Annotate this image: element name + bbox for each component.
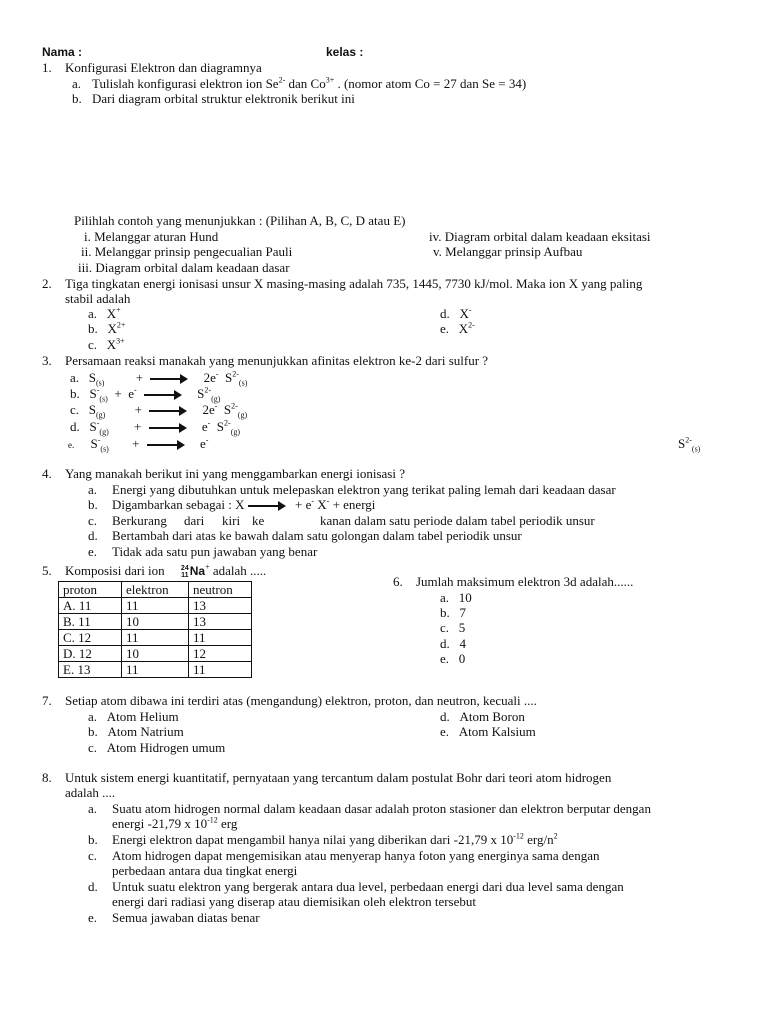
- table-row: [59, 646, 252, 662]
- q6-opt-e: e. 0: [440, 651, 466, 666]
- q4-text: Yang manakah berikut ini yang menggambarkan energi ionisasi ?: [65, 466, 405, 481]
- reaction-arrow: [147, 444, 183, 446]
- q1-number: 1.: [42, 60, 52, 75]
- table-cell: B. 11: [59, 614, 122, 630]
- q3-eq-b: b. $S^-_{(s)} + e^-$ $S^{2-}_{(g)}$: [70, 385, 221, 404]
- table-cell: 12: [189, 646, 252, 662]
- q1-b-label: b.: [72, 91, 82, 106]
- q8-number: 8.: [42, 770, 52, 785]
- q2-line1: Tiga tingkatan energi ionisasi unsur X masing-masing adalah 735, 1445, 7730 kJ/mol. Maka ion X yang paling: [65, 276, 643, 291]
- q8-b-label: b.: [88, 832, 98, 847]
- q1-instruction: Pilihlah contoh yang menunjukkan : (Pilihan A, B, C, D atau E): [74, 213, 406, 228]
- q4-d-text: Bertambah dari atas ke bawah dalam satu golongan dalam tabel periodik unsur: [112, 528, 522, 543]
- table-cell: D. 12: [59, 646, 122, 662]
- table-cell: E. 13: [59, 662, 122, 678]
- q8-e-label: e.: [88, 910, 98, 925]
- q8-c-label: c.: [88, 848, 98, 863]
- q1-title: Konfigurasi Elektron dan diagramnya: [65, 60, 262, 75]
- q3-eq-e-product: $S^{2-}_{(s)}$: [678, 435, 701, 454]
- composition-table: [58, 581, 252, 678]
- table-cell: 11: [189, 662, 252, 678]
- q3-text: Persamaan reaksi manakah yang menunjukkan afinitas elektron ke-2 dari sulfur ?: [65, 353, 489, 368]
- q8-e-text: Semua jawaban diatas benar: [112, 910, 260, 925]
- reaction-arrow: [150, 378, 186, 380]
- q4-c-text-2: dari: [184, 513, 205, 528]
- q4-e-label: e.: [88, 544, 98, 559]
- table-cell: C. 12: [59, 630, 122, 646]
- q1-opt-i: i. Melanggar aturan Hund: [84, 229, 219, 244]
- table-header: elektron: [122, 582, 189, 598]
- q8-d-line2: energi dari radiasi yang diserap atau diemisikan oleh elektron tersebut: [112, 894, 476, 909]
- q4-b-text: Digambarkan sebagai : X + e- X- + energi: [112, 496, 376, 512]
- q4-e-text: Tidak ada satu pun jawaban yang benar: [112, 544, 318, 559]
- reaction-arrow: [149, 427, 185, 429]
- q7-opt-c: c. Atom Hidrogen umum: [88, 740, 226, 755]
- q8-d-line1: Untuk suatu elektron yang bergerak antara dua level, perbedaan energi dari dua level sama dengan: [112, 879, 624, 894]
- q3-eq-d: d. $S^-_{(g)} + e^-$ $S^{2-}_{(g)}$: [70, 418, 241, 437]
- q3-eq-e: e. $S^-_{(s)} + e^-$: [68, 435, 209, 454]
- q1-opt-iii: iii. Diagram orbital dalam keadaan dasar: [78, 260, 290, 275]
- q4-d-label: d.: [88, 528, 98, 543]
- q4-b-label: b.: [88, 497, 98, 512]
- q1-opt-ii: ii. Melanggar prinsip pengecualian Pauli: [81, 244, 293, 259]
- q2-number: 2.: [42, 276, 52, 291]
- table-row: [59, 614, 252, 630]
- q2-opt-c: c. $X^{3+}$: [88, 336, 125, 352]
- q4-a-label: a.: [88, 482, 98, 497]
- q4-c-label: c.: [88, 513, 98, 528]
- q6-opt-c: c. 5: [440, 620, 466, 635]
- reaction-arrow: [149, 410, 185, 412]
- table-cell: 10: [122, 646, 189, 662]
- table-header-row: [59, 582, 252, 598]
- table-cell: 13: [189, 598, 252, 614]
- q8-line1: Untuk sistem energi kuantitatif, pernyataan yang tercantum dalam postulat Bohr dari teori atom hidrogen: [65, 770, 612, 785]
- q2-line2: stabil adalah: [65, 291, 131, 306]
- q1-opt-iv: iv. Diagram orbital dalam keadaan eksitasi: [429, 229, 651, 244]
- q5-number: 5.: [42, 563, 52, 578]
- q7-opt-e: e. Atom Kalsium: [440, 724, 536, 739]
- q8-b-text: Energi elektron dapat mengambil hanya nilai yang diberikan dari -21,79 x $10^{-12}$ erg/$n^2$: [112, 831, 558, 847]
- q8-a-label: a.: [88, 801, 98, 816]
- q7-opt-b: b. Atom Natrium: [88, 724, 184, 739]
- q6-opt-a: a. 10: [440, 590, 472, 605]
- q3-eq-c: c. $S_{(g)} + 2e^-$ $S^{2-}_{(g)}$: [70, 401, 248, 420]
- table-cell: 10: [122, 614, 189, 630]
- q1-a-label: a.: [72, 76, 82, 91]
- table-cell: 11: [122, 630, 189, 646]
- table-cell: 11: [122, 598, 189, 614]
- q6-opt-b: b. 7: [440, 605, 466, 620]
- kelas-label: kelas :: [326, 45, 364, 59]
- q2-opt-d: d. X-: [440, 305, 472, 321]
- q3-number: 3.: [42, 353, 52, 368]
- q4-c-text-1: Berkurang: [112, 513, 167, 528]
- q3-eq-a: a. $S_{(s)} + 2e^-$ $S^{2-}_{(s)}$: [70, 369, 248, 388]
- q4-c-text-4: ke: [252, 513, 265, 528]
- q4-c-text-5: kanan dalam satu periode dalam tabel periodik unsur: [320, 513, 595, 528]
- q1-opt-v: v. Melanggar prinsip Aufbau: [433, 244, 583, 259]
- q2-opt-a: a. X+: [88, 305, 121, 321]
- q8-c-line1: Atom hidrogen dapat mengemisikan atau menyerap hanya foton yang energinya sama dengan: [112, 848, 600, 863]
- table-cell: A. 11: [59, 598, 122, 614]
- q4-c-text-3: kiri: [222, 513, 241, 528]
- reaction-arrow: [144, 394, 180, 396]
- q4-a-text: Energi yang dibutuhkan untuk melepaskan elektron yang terikat paling lemah dari keadaan dasar: [112, 482, 616, 497]
- q8-a-line1: Suatu atom hidrogen normal dalam keadaan dasar adalah proton stasioner dan elektron berputar dengan: [112, 801, 651, 816]
- q7-number: 7.: [42, 693, 52, 708]
- q8-a-line2: energi -21,79 x $10^{-12}$ erg: [112, 815, 238, 831]
- q6-text: Jumlah maksimum elektron 3d adalah......: [416, 574, 634, 589]
- table-cell: 11: [122, 662, 189, 678]
- nuclide-notation: 24 11: [180, 565, 189, 580]
- q8-c-line2: perbedaan antara dua tingkat energi: [112, 863, 298, 878]
- table-row: [59, 598, 252, 614]
- table-header: proton: [59, 582, 122, 598]
- q5-text: Komposisi dari ion 24 11Na+ adalah .....: [65, 562, 267, 580]
- table-row: [59, 662, 252, 678]
- table-row: [59, 630, 252, 646]
- reaction-arrow: [248, 505, 284, 507]
- q1-a-text: Tulislah konfigurasi elektron ion $Se^{2-}$ dan $Co^{3+}$ . (nomor atom Co = 27 dan Se = 34): [92, 75, 527, 91]
- table-cell: 11: [189, 630, 252, 646]
- table-cell: 13: [189, 614, 252, 630]
- table-header: neutron: [189, 582, 252, 598]
- nama-label: Nama :: [42, 45, 83, 59]
- q2-opt-e: e. $X^{2-}$: [440, 320, 475, 336]
- q8-d-label: d.: [88, 879, 98, 894]
- q6-opt-d: d. 4: [440, 636, 466, 651]
- q6-number: 6.: [393, 574, 403, 589]
- q7-opt-d: d. Atom Boron: [440, 709, 525, 724]
- q7-text: Setiap atom dibawa ini terdiri atas (mengandung) elektron, proton, dan neutron, kecuali ....: [65, 693, 537, 708]
- q4-number: 4.: [42, 466, 52, 481]
- q8-line2: adalah ....: [65, 785, 116, 800]
- q7-opt-a: a. Atom Helium: [88, 709, 179, 724]
- q2-opt-b: b. $X^{2+}$: [88, 320, 126, 336]
- q1-b-text: Dari diagram orbital struktur elektronik berikut ini: [92, 91, 355, 106]
